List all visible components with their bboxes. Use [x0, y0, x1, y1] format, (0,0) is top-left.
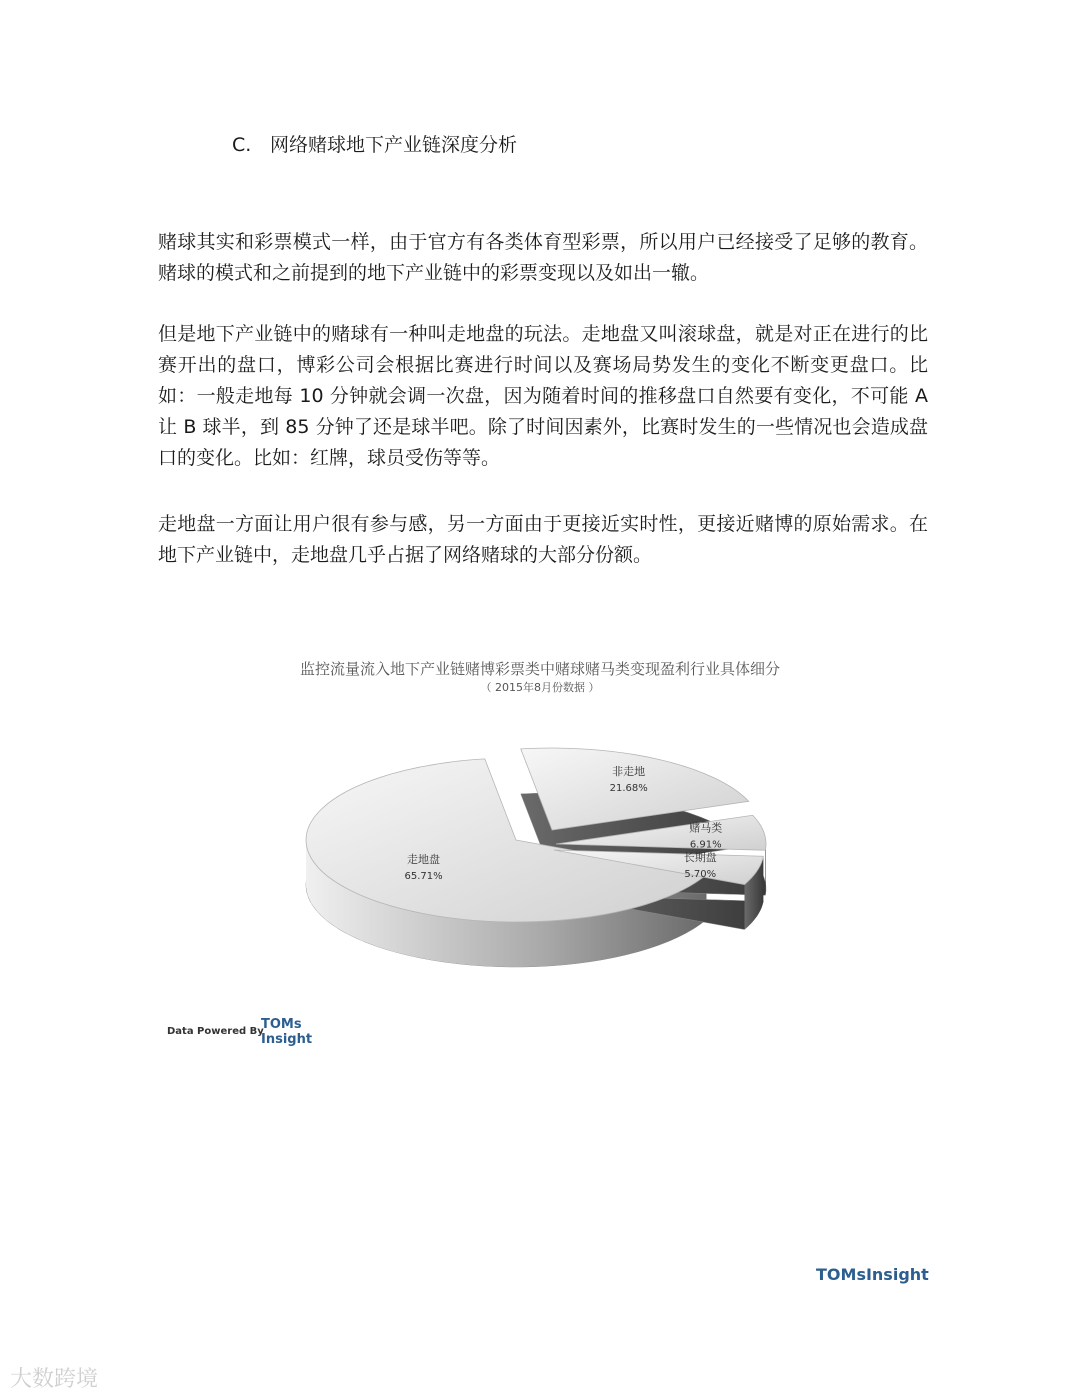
section-number: C. — [232, 134, 252, 156]
pie-slice-wall — [765, 843, 766, 895]
slice-value-label: 65.71% — [404, 871, 443, 883]
footer-logo: TOMsInsight — [816, 1265, 929, 1284]
slice-category-label: 长期盘 — [683, 850, 717, 864]
slice-value-label: 21.68% — [609, 783, 648, 795]
slice-value-label: 5.70% — [684, 868, 717, 880]
section-title: 网络赌球地下产业链深度分析 — [270, 134, 518, 156]
chart-title: 监控流量流入地下产业链赌博彩票类中赌球赌马类变现盈利行业具体细分 — [299, 660, 780, 678]
data-credit: Data Powered By — [167, 1026, 264, 1037]
slice-category-label: 走地盘 — [407, 853, 441, 867]
slice-category-label: 非走地 — [612, 765, 646, 779]
pie-chart — [300, 740, 780, 990]
logo-line-2: Insight — [261, 1032, 313, 1047]
slice-value-label: 6.91% — [689, 839, 722, 851]
logo-line-1: TOMs — [261, 1017, 302, 1032]
chart-subtitle: （ 2015年8月份数据 ） — [480, 681, 600, 694]
watermark: 大数跨境 — [10, 1367, 99, 1392]
paragraph: 赌球其实和彩票模式一样，由于官方有各类体育型彩票，所以用户已经接受了足够的教育。赌球的模式和之前提到的地下产业链中的彩票变现以及如出一辙。 — [158, 231, 928, 284]
paragraph: 但是地下产业链中的赌球有一种叫走地盘的玩法。走地盘又叫滚球盘，就是对正在进行的比赛开出的盘口，博彩公司会根据比赛进行时间以及赛场局势发生的变化不断变更盘口。比如：一般走地每 10 分钟就会调一次盘，因为随着时间的推移盘口自然要有变化，不可能 A 让 B 球半，到 85 分钟了还是球半吧。除了时间因素外，比赛时发生的一些情况也会造成盘口的变化。比如：红牌，球员受伤等等。 — [158, 323, 928, 469]
section-heading — [232, 130, 517, 157]
toms-insight-logo — [261, 1017, 312, 1047]
paragraph: 走地盘一方面让用户很有参与感，另一方面由于更接近实时性，更接近赌博的原始需求。在地下产业链中，走地盘几乎占据了网络赌球的大部分份额。 — [158, 513, 928, 566]
slice-category-label: 赌马类 — [689, 821, 723, 835]
